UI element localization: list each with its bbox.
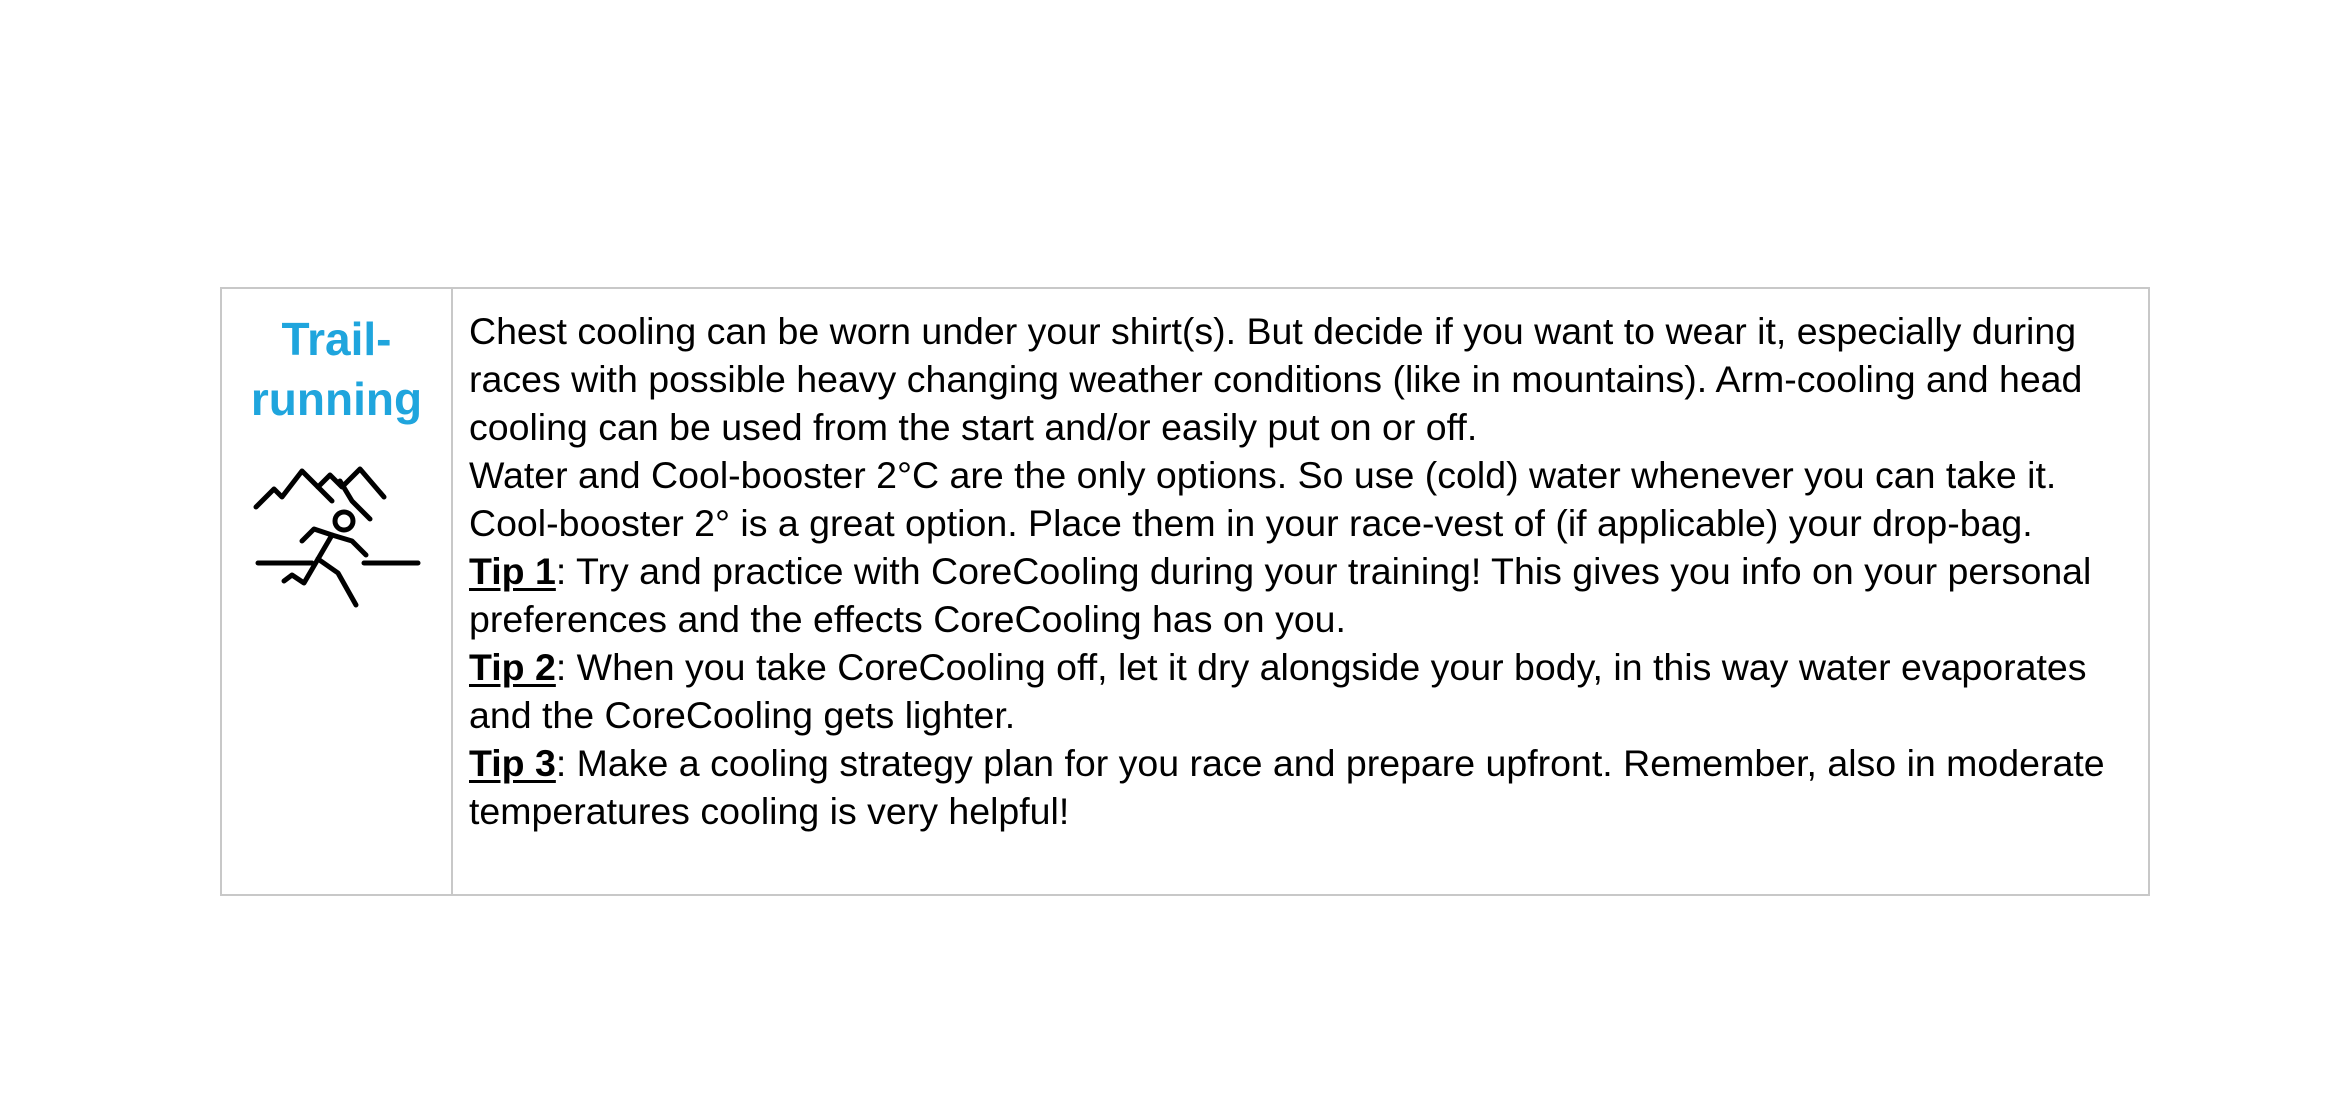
- tip-2: [469, 643, 2132, 739]
- paragraph-chest-cooling: Chest cooling can be worn under your shirt(s). But decide if you want to wear it, especially during races with possible heavy changing weather conditions (like in mountains). Arm-cooling and head cooling can be used from the start and/or easily put on or off.: [469, 310, 2083, 448]
- content-column: [453, 289, 2148, 894]
- tip-1-label: Tip 1: [469, 550, 556, 592]
- trail-running-card: [220, 287, 2150, 896]
- trail-runner-mountains-icon: [252, 457, 422, 617]
- sport-title: Trail-running: [250, 313, 423, 425]
- tip-1-text: : Try and practice with CoreCooling during your training! This gives you info on your personal preferences and the effects CoreCooling has on you.: [469, 550, 2092, 640]
- tip-3-text: : Make a cooling strategy plan for you race and prepare upfront. Remember, also in moderate temperatures cooling is very helpful!: [469, 742, 2105, 832]
- sport-column: [222, 289, 453, 894]
- tip-3: [469, 739, 2132, 835]
- paragraph-water-options: Water and Cool-booster 2°C are the only options. So use (cold) water whenever you can take it. Cool-booster 2° is a great option. Place them in your race-vest of (if applicable) your drop-bag.: [469, 454, 2057, 544]
- tip-2-label: Tip 2: [469, 646, 556, 688]
- tip-2-text: : When you take CoreCooling off, let it dry alongside your body, in this way water evaporates and the CoreCooling gets lighter.: [469, 646, 2087, 736]
- tip-1: [469, 547, 2132, 643]
- tip-3-label: Tip 3: [469, 742, 556, 784]
